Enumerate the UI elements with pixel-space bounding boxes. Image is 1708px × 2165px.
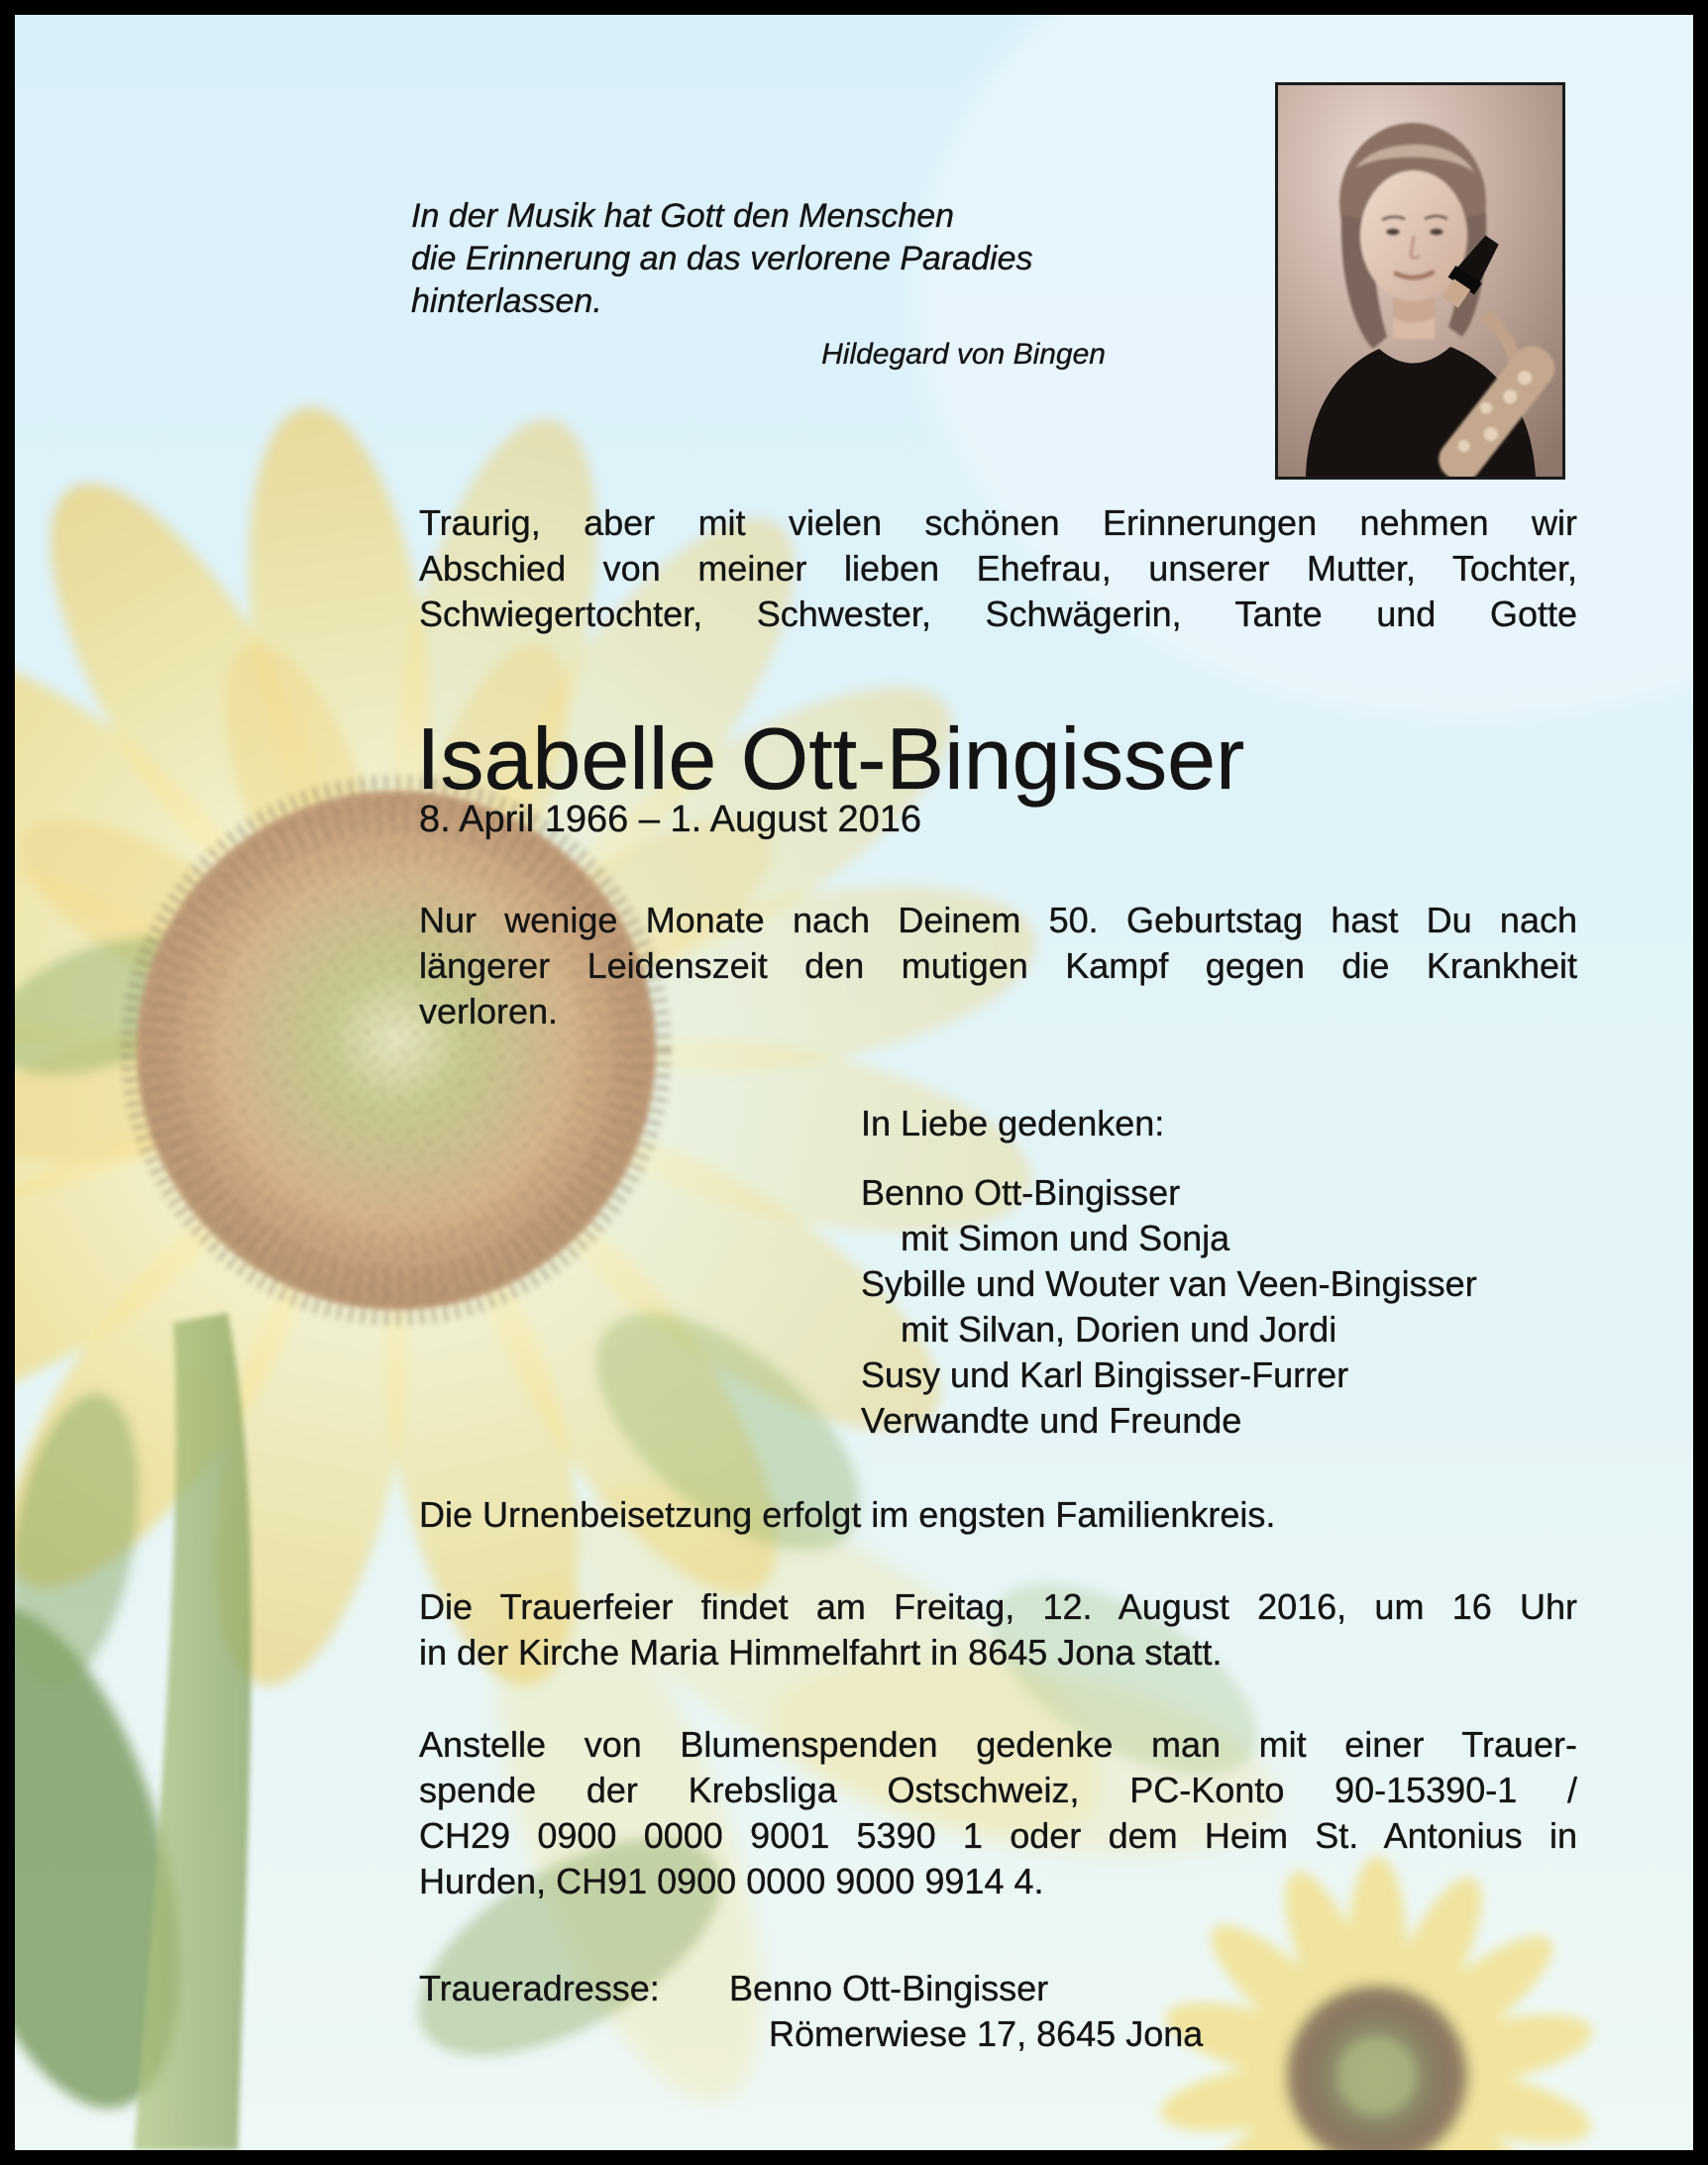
text-line: Anstelle von Blumenspenden gedenke man mit einer Trauer- (419, 1724, 1577, 1765)
life-dates: 8. April 1966 – 1. August 2016 (419, 799, 922, 840)
text-line: Die Trauerfeier findet am Freitag, 12. August 2016, um 16 Uhr (419, 1586, 1577, 1627)
text-line: Traurig, aber mit vielen schönen Erinnerungen nehmen wir (419, 502, 1577, 543)
mourning-address-label: Traueradresse: (419, 1968, 660, 2008)
text-line: in der Kirche Maria Himmelfahrt in 8645 Jona statt. (419, 1632, 1223, 1673)
quote-line: die Erinnerung an das verlorene Paradies (411, 240, 1033, 277)
illness-paragraph (419, 898, 1577, 1034)
portrait-photo-image (1278, 85, 1562, 477)
text-line: Abschied von meiner lieben Ehefrau, unserer Mutter, Tochter, (419, 548, 1577, 589)
text-line: spende der Krebsliga Ostschweiz, PC-Konto 90-15390-1 / (419, 1770, 1577, 1810)
remembrance-entry: mit Simon und Sonja (901, 1218, 1230, 1258)
remembrance-entry: Verwandte und Freunde (861, 1400, 1242, 1441)
text-line: Schwiegertochter, Schwester, Schwägerin, Tante und Gotte (419, 594, 1577, 634)
text-line: CH29 0900 0000 9001 5390 1 oder dem Heim St. Antonius in (419, 1815, 1577, 1856)
text-line: Nur wenige Monate nach Deinem 50. Geburtstag hast Du nach (419, 900, 1577, 940)
remembrance-entry: Sybille und Wouter van Veen-Bingisser (861, 1263, 1477, 1304)
mourning-address-street: Römerwiese 17, 8645 Jona (769, 2013, 1204, 2054)
remembrance-list (861, 1170, 1614, 1444)
deceased-name: Isabelle Ott-Bingisser (416, 709, 1245, 808)
text-line: verloren. (419, 991, 559, 1031)
portrait-photo (1275, 82, 1565, 480)
quote-attribution: Hildegard von Bingen (821, 338, 1106, 371)
remembrance-heading: In Liebe gedenken: (861, 1103, 1165, 1143)
remembrance-entry: mit Silvan, Dorien und Jordi (901, 1309, 1337, 1350)
quote-block (411, 195, 1110, 376)
quote-line: hinterlassen. (411, 282, 602, 320)
donations-paragraph (419, 1722, 1577, 1904)
text-line: längerer Leidenszeit den mutigen Kampf gegen die Krankheit (419, 945, 1577, 986)
remembrance-entry: Benno Ott-Bingisser (861, 1172, 1181, 1213)
intro-paragraph (419, 500, 1577, 637)
quote-line: In der Musik hat Gott den Menschen (411, 197, 955, 235)
service-paragraph (419, 1584, 1577, 1676)
text-line: Hurden, CH91 0900 0000 9000 9914 4. (419, 1861, 1044, 1901)
remembrance-entry: Susy und Karl Bingisser-Furrer (861, 1354, 1349, 1395)
mourning-address-name: Benno Ott-Bingisser (729, 1968, 1049, 2008)
burial-note: Die Urnenbeisetzung erfolgt im engsten Familienkreis. (419, 1494, 1276, 1535)
mourning-address (419, 1968, 1311, 2067)
